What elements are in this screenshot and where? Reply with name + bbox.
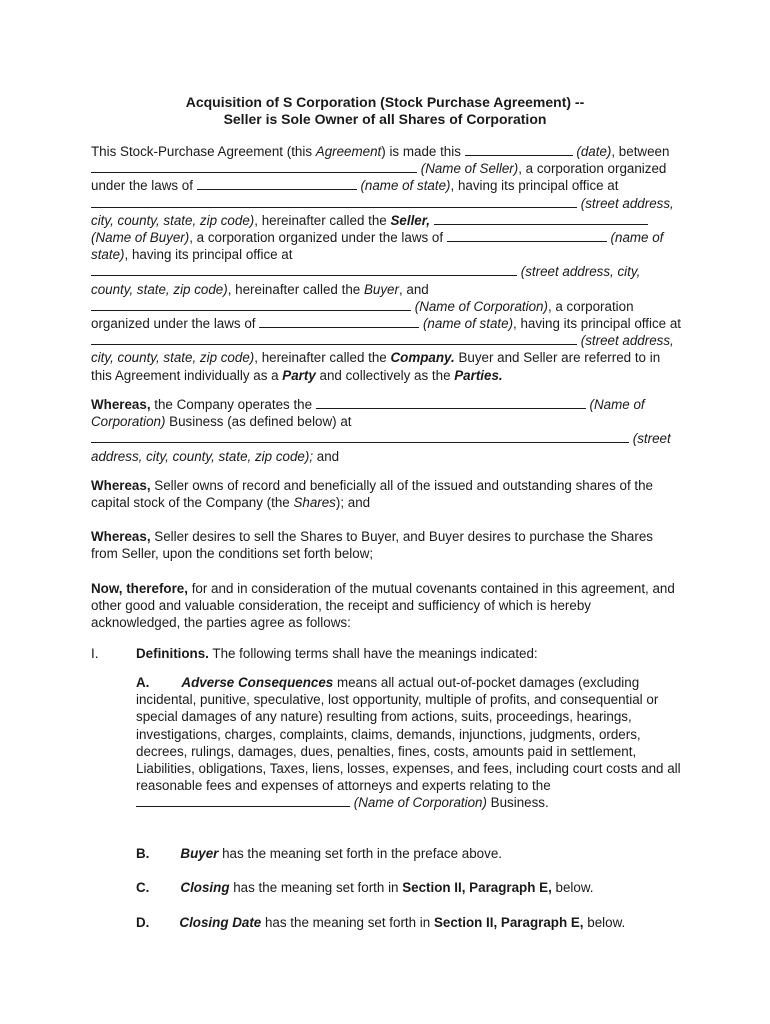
corporation-name-blank[interactable]	[316, 396, 586, 409]
defined-term-parties: Parties.	[454, 367, 503, 383]
text: for and in consideration of the mutual covenants contained in this agreement, and other good and valuable consideration, the receipt and sufficiency of which is hereby acknowledged, the parties agree as follows:	[91, 581, 675, 631]
corporation-state-blank[interactable]	[259, 315, 419, 328]
text: ) is made this	[381, 144, 465, 159]
text: Seller owns of record and beneficially all of the issued and outstanding shares of the capital stock of the Company (the	[91, 478, 654, 511]
state-hint: (name of state)	[91, 230, 664, 263]
corporation-name-hint: (Name of Corporation)	[91, 397, 645, 430]
text: Buyer and Seller are referred to in this Agreement individually as a	[91, 350, 661, 383]
defined-term-company: Company.	[390, 350, 455, 366]
definition-term: Closing	[180, 880, 230, 895]
title-line-2: Seller is Sole Owner of all Shares of Corporation	[223, 111, 547, 127]
text: , hereinafter called the	[254, 350, 391, 366]
text: This Stock-Purchase Agreement (this	[91, 144, 316, 159]
whereas-paragraph-3	[91, 528, 681, 562]
corporation-name-hint: (Name of Corporation)	[414, 298, 548, 314]
whereas-paragraph-2	[91, 477, 681, 511]
state-hint: (name of state)	[422, 316, 514, 332]
definition-label: D.	[136, 915, 150, 930]
buyer-state-blank[interactable]	[447, 229, 607, 242]
text: and	[313, 448, 340, 464]
whereas-lead: Whereas,	[91, 529, 151, 544]
buyer-address-blank[interactable]	[91, 263, 517, 276]
definition-term: Closing Date	[179, 915, 262, 930]
defined-term-buyer: Buyer	[363, 281, 399, 297]
text: , a corporation organized under the laws of	[91, 298, 634, 332]
address-hint: (street address, city, county, state, zip code)	[91, 333, 674, 366]
text: the Company operates the	[150, 397, 316, 412]
seller-state-blank[interactable]	[197, 177, 357, 190]
corporation-name-hint: (Name of Corporation)	[353, 795, 487, 811]
text: means all actual out-of-pocket damages (excluding incidental, punitive, speculative, lost opportunity, multiple of profits, and consequential or special damages of any nature) resulting from actions, suits, proceedings, hearings, investigations, charges, complaints, claims, demands, injunctions, judgments, orders, decrees, rulings, damages, dues, penalties, fines, costs, amounts paid in settlement, Liabilities, obligations, Taxes, liens, losses, expenses, and fees, including court costs and all reasonable fees and expenses of attorneys and experts relating to the	[136, 675, 681, 794]
address-hint: (street address, city, county, state, zip code)	[91, 264, 641, 297]
address-hint: (street address, city, county, state, zip code);	[91, 431, 671, 464]
text: , and	[398, 281, 429, 297]
whereas-paragraph-1	[91, 396, 681, 465]
section-title: Definitions.	[136, 646, 209, 661]
text: , hereinafter called the	[227, 281, 364, 297]
definition-label: B.	[136, 846, 150, 861]
section-reference: Section II, Paragraph E,	[433, 915, 584, 930]
text: Business.	[486, 795, 549, 811]
text: , having its principal office at	[513, 316, 682, 332]
seller-address-blank[interactable]	[91, 195, 577, 208]
text: , hereinafter called the	[254, 212, 391, 228]
defined-term-seller: Seller,	[390, 212, 430, 228]
text: Seller desires to sell the Shares to Buyer, and Buyer desires to purchase the Shares from Seller, upon the conditions set forth below;	[91, 529, 653, 562]
definition-label: C.	[136, 880, 150, 895]
address-hint: (street address, city, county, state, zip code)	[91, 195, 674, 228]
text: below.	[583, 915, 626, 930]
date-blank[interactable]	[465, 143, 573, 156]
defined-term-party: Party	[282, 367, 316, 383]
text: , between	[611, 144, 670, 159]
text: and collectively as the	[315, 367, 455, 383]
whereas-lead: Whereas,	[91, 397, 151, 412]
text: has the meaning set forth in	[261, 915, 434, 930]
section-number: I.	[91, 646, 99, 661]
title-line-1: Acquisition of S Corporation (Stock Purchase Agreement) --	[185, 94, 585, 110]
text: ); and	[335, 495, 371, 511]
text: , having its principal office at	[124, 247, 293, 263]
definition-c	[136, 879, 681, 896]
business-address-blank[interactable]	[91, 430, 629, 443]
text: below.	[551, 880, 594, 895]
buyer-name-hint: (Name of Buyer)	[91, 230, 190, 246]
definition-a	[136, 674, 681, 812]
defined-term: Agreement	[315, 144, 382, 159]
definition-term: Buyer	[180, 846, 219, 861]
text: , having its principal office at	[450, 178, 619, 194]
buyer-name-blank[interactable]	[434, 212, 648, 225]
corporation-name-blank[interactable]	[91, 298, 411, 311]
seller-name-hint: (Name of Seller)	[420, 161, 519, 177]
whereas-lead: Whereas,	[91, 478, 151, 493]
preamble-paragraph	[91, 143, 681, 384]
corporation-name-blank[interactable]	[136, 794, 350, 807]
now-therefore-paragraph	[91, 580, 681, 632]
corporation-address-blank[interactable]	[91, 332, 577, 345]
text: The following terms shall have the meanings indicated:	[208, 646, 538, 661]
date-hint: (date)	[576, 144, 612, 159]
text: Business (as defined below) at	[165, 414, 352, 430]
text: , a corporation organized under the laws of	[91, 161, 667, 194]
definition-label: A.	[136, 675, 150, 690]
text: , a corporation organized under the laws of	[189, 230, 447, 246]
section-heading	[136, 645, 681, 662]
section-reference: Section II, Paragraph E,	[402, 880, 552, 895]
text: has the meaning set forth in the preface above.	[218, 846, 502, 861]
text: has the meaning set forth in	[229, 880, 403, 895]
document-title	[90, 94, 680, 128]
seller-name-blank[interactable]	[91, 160, 417, 173]
definition-term: Adverse Consequences	[181, 675, 334, 690]
defined-term-shares: Shares	[293, 495, 336, 511]
now-therefore-lead: Now, therefore,	[91, 581, 188, 596]
definition-d	[136, 914, 681, 931]
definition-b	[136, 845, 681, 862]
state-hint: (name of state)	[360, 178, 451, 194]
